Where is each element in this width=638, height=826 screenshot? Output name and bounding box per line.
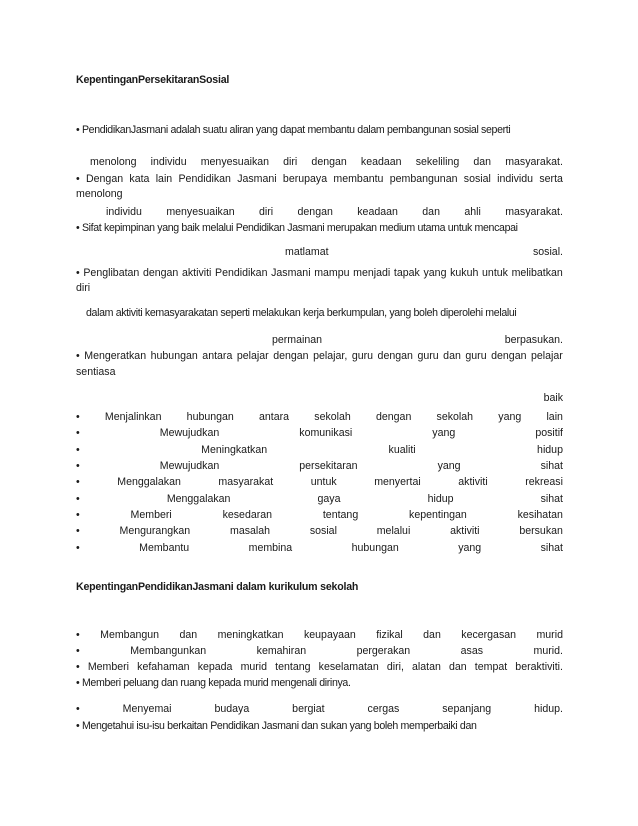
word: Dengan bbox=[86, 173, 124, 185]
word: kata bbox=[129, 173, 150, 185]
word: hidup bbox=[427, 493, 454, 505]
word: tempat bbox=[474, 661, 508, 673]
word: dan bbox=[179, 629, 198, 641]
word: • bbox=[76, 350, 80, 362]
word: kecergasan bbox=[461, 629, 517, 641]
word: sihat bbox=[540, 493, 563, 505]
word: Membantu bbox=[139, 542, 190, 554]
paragraph-line: baik bbox=[543, 392, 563, 404]
paragraph-line bbox=[90, 156, 563, 169]
word: • bbox=[76, 460, 80, 472]
word: kefahaman bbox=[137, 661, 190, 673]
word: asas bbox=[460, 645, 484, 657]
word: kemahiran bbox=[256, 645, 307, 657]
word: membantu bbox=[333, 173, 384, 185]
word: kesihatan bbox=[517, 509, 563, 521]
word: guru bbox=[465, 350, 487, 362]
word: pelajar, bbox=[313, 350, 348, 362]
list-item bbox=[76, 525, 563, 538]
word: dengan bbox=[491, 350, 527, 362]
word: rekreasi bbox=[525, 476, 563, 488]
word: masyarakat bbox=[218, 476, 274, 488]
word: • bbox=[76, 173, 80, 185]
word: menyesuaikan bbox=[200, 156, 270, 168]
word: Jasmani bbox=[271, 267, 311, 279]
list-item bbox=[76, 509, 563, 522]
word: dan bbox=[423, 629, 441, 641]
word: fizikal bbox=[376, 629, 403, 641]
word: hidup bbox=[537, 444, 563, 456]
word: keadaan bbox=[360, 156, 402, 168]
word: sekeliling bbox=[415, 156, 460, 168]
word: antara bbox=[202, 350, 233, 362]
word: masyarakat. bbox=[505, 206, 563, 218]
word: kepada bbox=[197, 661, 233, 673]
list-item bbox=[76, 427, 563, 440]
list-item bbox=[76, 703, 563, 716]
word: Memberi bbox=[87, 661, 130, 673]
word: hubungan bbox=[351, 542, 399, 554]
word: matlamat bbox=[285, 246, 329, 258]
word: antara bbox=[259, 411, 290, 423]
word: dan bbox=[443, 350, 461, 362]
word: • bbox=[76, 267, 80, 279]
list-item bbox=[76, 493, 563, 506]
word: Membangun bbox=[100, 629, 160, 641]
word: menolong bbox=[90, 156, 137, 168]
word: Membangunkan bbox=[130, 645, 207, 657]
word: Penglibatan bbox=[83, 267, 140, 279]
word: pelajar bbox=[531, 350, 563, 362]
word: sekolah bbox=[314, 411, 351, 423]
word: sepanjang bbox=[442, 703, 492, 715]
word: • bbox=[76, 476, 80, 488]
word: tentang bbox=[322, 509, 359, 521]
word: dengan bbox=[375, 411, 412, 423]
word: • bbox=[76, 629, 80, 641]
word: dan bbox=[473, 156, 492, 168]
word: kepentingan bbox=[409, 509, 467, 521]
word: kesedaran bbox=[222, 509, 273, 521]
list-item bbox=[76, 629, 563, 642]
word: aktiviti bbox=[458, 476, 488, 488]
word: keadaan bbox=[357, 206, 398, 218]
section-heading-curriculum: KepentinganPendidikanJasmani dalam kurikulum sekolah bbox=[76, 581, 359, 593]
word: mampu bbox=[314, 267, 350, 279]
word: individu bbox=[497, 173, 534, 185]
paragraph-line: dalam aktiviti kemasyarakatan seperti melakukan kerja berkumpulan, yang boleh diperolehi melalui bbox=[86, 307, 517, 319]
word: sihat bbox=[540, 542, 563, 554]
word: bergiat bbox=[292, 703, 325, 715]
word: sihat bbox=[540, 460, 563, 472]
word: berpasukan. bbox=[504, 334, 563, 346]
word: • bbox=[76, 411, 80, 423]
word: permainan bbox=[272, 334, 323, 346]
word: • bbox=[76, 542, 80, 554]
word: • bbox=[76, 525, 80, 537]
list-item: • Memberi peluang dan ruang kepada murid mengenali dirinya. bbox=[76, 677, 351, 689]
word: ahli bbox=[464, 206, 481, 218]
word: dan bbox=[449, 661, 467, 673]
word: alatan bbox=[412, 661, 441, 673]
word: sosial bbox=[309, 525, 337, 537]
word: pergerakan bbox=[356, 645, 411, 657]
paragraph-line bbox=[272, 334, 563, 347]
word: pembangunan bbox=[389, 173, 458, 185]
word: tapak bbox=[393, 267, 420, 279]
word: kukuh bbox=[450, 267, 479, 279]
word: Jasmani bbox=[237, 173, 277, 185]
word: komunikasi bbox=[299, 427, 353, 439]
word: menyertai bbox=[374, 476, 421, 488]
word: positif bbox=[535, 427, 563, 439]
word: • bbox=[76, 427, 80, 439]
word: serta bbox=[539, 173, 563, 185]
section-heading-social: KepentinganPersekitaranSosial bbox=[76, 74, 230, 86]
word: bersukan bbox=[519, 525, 563, 537]
list-item bbox=[76, 460, 563, 473]
word: lain bbox=[546, 411, 563, 423]
word: meningkatkan bbox=[217, 629, 284, 641]
list-item bbox=[76, 542, 563, 555]
word: keselamatan bbox=[318, 661, 379, 673]
paragraph-line: • Sifat kepimpinan yang baik melalui Pendidikan Jasmani merupakan medium utama untuk mencapai bbox=[76, 222, 518, 234]
word: masalah bbox=[230, 525, 271, 537]
list-item bbox=[76, 411, 563, 424]
word: gaya bbox=[317, 493, 341, 505]
word: berupaya bbox=[282, 173, 328, 185]
word: dan bbox=[422, 206, 440, 218]
word: melalui bbox=[376, 525, 411, 537]
word: yang bbox=[498, 411, 522, 423]
word: Menjalinkan bbox=[104, 411, 162, 423]
word: yang bbox=[437, 460, 461, 472]
word: hidup. bbox=[534, 703, 563, 715]
word: hubungan bbox=[186, 411, 234, 423]
paragraph-line: sentiasa bbox=[76, 366, 116, 378]
word: hubungan bbox=[150, 350, 198, 362]
paragraph-line bbox=[76, 350, 563, 363]
word: Mewujudkan bbox=[159, 427, 220, 439]
word: • bbox=[76, 661, 80, 673]
word: Mewujudkan bbox=[159, 460, 220, 472]
word: dengan bbox=[377, 350, 413, 362]
list-item bbox=[76, 645, 563, 658]
paragraph-line bbox=[285, 246, 563, 259]
word: dengan bbox=[297, 206, 333, 218]
paragraph-line: • PendidikanJasmani adalah suatu aliran yang dapat membantu dalam pembangunan sosial seperti bbox=[76, 124, 511, 136]
word: aktiviti bbox=[450, 525, 480, 537]
list-item bbox=[76, 444, 563, 457]
word: pelajar bbox=[236, 350, 269, 362]
word: diri, bbox=[386, 661, 404, 673]
word: lain bbox=[155, 173, 173, 185]
word: Memberi bbox=[130, 509, 172, 521]
word: • bbox=[76, 444, 80, 456]
word: aktiviti bbox=[181, 267, 212, 279]
word: yang bbox=[432, 427, 456, 439]
paragraph-line: diri bbox=[76, 282, 91, 294]
word: • bbox=[76, 509, 80, 521]
list-item bbox=[76, 476, 563, 489]
word: Menyemai bbox=[122, 703, 172, 715]
word: Meningkatkan bbox=[201, 444, 268, 456]
word: diri bbox=[259, 206, 274, 218]
word: individu bbox=[106, 206, 142, 218]
word: Mengeratkan bbox=[84, 350, 147, 362]
word: Menggalakan bbox=[166, 493, 231, 505]
word: murid bbox=[240, 661, 268, 673]
word: dengan bbox=[311, 156, 347, 168]
paragraph-line bbox=[106, 206, 563, 219]
list-item: • Mengetahui isu-isu berkaitan Pendidikan Jasmani dan sukan yang boleh memperbaiki dan bbox=[76, 720, 477, 732]
word: individu bbox=[150, 156, 187, 168]
word: • bbox=[76, 703, 80, 715]
word: kualiti bbox=[388, 444, 416, 456]
word: menyesuaikan bbox=[166, 206, 235, 218]
word: dengan bbox=[273, 350, 309, 362]
word: masyarakat. bbox=[505, 156, 563, 168]
word: membina bbox=[248, 542, 293, 554]
word: Pendidikan bbox=[178, 173, 231, 185]
word: guru bbox=[351, 350, 374, 362]
word: Pendidikan bbox=[215, 267, 268, 279]
word: dengan bbox=[142, 267, 179, 279]
word: budaya bbox=[214, 703, 250, 715]
word: murid. bbox=[533, 645, 563, 657]
word: • bbox=[76, 645, 80, 657]
paragraph-line bbox=[76, 173, 563, 186]
paragraph-line bbox=[76, 267, 563, 280]
word: keupayaan bbox=[303, 629, 356, 641]
paragraph-line: menolong bbox=[76, 188, 123, 200]
word: cergas bbox=[367, 703, 400, 715]
word: guru bbox=[417, 350, 439, 362]
list-item bbox=[76, 661, 563, 674]
word: diri bbox=[283, 156, 298, 168]
word: untuk bbox=[310, 476, 337, 488]
word: sekolah bbox=[436, 411, 474, 423]
word: Mengurangkan bbox=[119, 525, 191, 537]
word: sosial bbox=[463, 173, 491, 185]
word: menjadi bbox=[353, 267, 391, 279]
word: • bbox=[76, 493, 80, 505]
word: tentang bbox=[275, 661, 311, 673]
word: yang bbox=[458, 542, 482, 554]
word: yang bbox=[423, 267, 447, 279]
word: beraktiviti. bbox=[515, 661, 563, 673]
word: Menggalakan bbox=[117, 476, 181, 488]
word: untuk bbox=[482, 267, 508, 279]
word: persekitaran bbox=[299, 460, 358, 472]
word: sosial. bbox=[532, 246, 563, 258]
word: melibatkan bbox=[511, 267, 563, 279]
word: murid bbox=[536, 629, 563, 641]
